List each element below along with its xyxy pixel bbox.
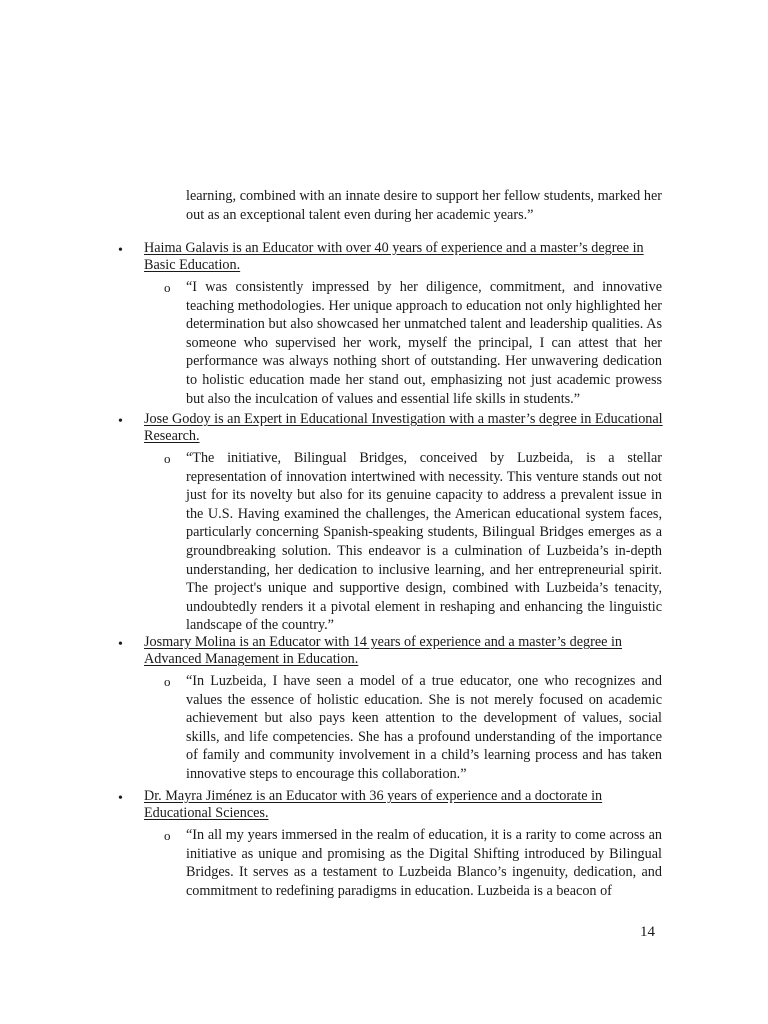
testimonial-quote: “In Luzbeida, I have seen a model of a true educator, one who recognizes and values the essence of holistic education. She is not merely focused on academic achievement but also pays keen attention to the development of values, social skills, and life competencies. She has a profound understanding of the importance of family and community involvement in a child’s learning process and has taken innovative steps to encourage this collaboration.” [186,673,662,782]
sub-bullet-marker: o [164,674,171,689]
sub-bullet-marker: o [164,828,171,843]
testimonial-heading: Haima Galavis is an Educator with over 40 years of experience and a master’s degree in Basic Education. [144,240,644,273]
testimonial-heading: Dr. Mayra Jiménez is an Educator with 36 years of experience and a doctorate in Educational Sciences. [144,788,603,821]
testimonial-quote: “The initiative, Bilingual Bridges, conceived by Luzbeida, is a stellar representation of innovation intertwined with necessity. This venture stands out not just for its novelty but also for its genuine capacity to address a prevalent issue in the U.S. Having examined the challenges, the American educational system faces, particularly concerning Spanish-speaking students, Bilingual Bridges emerges as a groundbreaking solution. This endeavor is a culmination of Luzbeida’s in-depth understanding, her dedication to inclusive learning, and her entrepreneurial spirit. The project's unique and supportive design, combined with Luzbeida’s tenacity, undoubtedly renders it a pivotal element in reshaping and enhancing the linguistic landscape of the country.” [186,450,662,634]
sub-bullet-marker: o [164,451,171,466]
testimonial-quote: “In all my years immersed in the realm of education, it is a rarity to come across an initiative as unique and promising as the Digital Shifting introduced by Bilingual Bridges. It serves as a testament to Luzbeida Blanco’s ingenuity, dedication, and commitment to redefining paradigms in education. Luzbeida is a beacon of [186,827,662,899]
sub-bullet-marker: o [164,280,171,295]
testimonial-heading: Josmary Molina is an Educator with 14 years of experience and a master’s degree in Advanced Management in Education. [144,634,623,667]
testimonial-entry-josmary-molina [118,634,664,784]
testimonial-heading: Jose Godoy is an Expert in Educational Investigation with a master’s degree in Educational Research. [144,411,663,444]
testimonial-quote: “I was consistently impressed by her diligence, commitment, and innovative teaching methodologies. Her unique approach to education not only highlighted her determination but also showcased her unmatched talent and leadership qualities. As someone who supervised her work, myself the principal, I can attest that her performance was always nothing short of outstanding. Her unwavering dedication to holistic education made her stand out, emphasizing not just academic prowess but also the inculcation of values and essential life skills in students.” [186,279,662,407]
bullet-marker: • [118,637,123,652]
testimonial-entry-haima-galavis [118,240,664,408]
testimonial-entry-mayra-jimenez [118,788,664,900]
testimonial-quote-block [164,278,662,408]
testimonial-quote-block [164,826,662,900]
testimonial-quote-block [164,672,662,784]
continued-quote: learning, combined with an innate desire to support her fellow students, marked her out as an exceptional talent even during her academic years.” [186,188,662,223]
testimonial-quote-block [164,449,662,635]
page-number: 14 [640,924,655,940]
bullet-marker: • [118,414,123,429]
bullet-marker: • [118,791,123,806]
bullet-marker: • [118,243,123,258]
testimonial-entry-jose-godoy [118,411,664,635]
